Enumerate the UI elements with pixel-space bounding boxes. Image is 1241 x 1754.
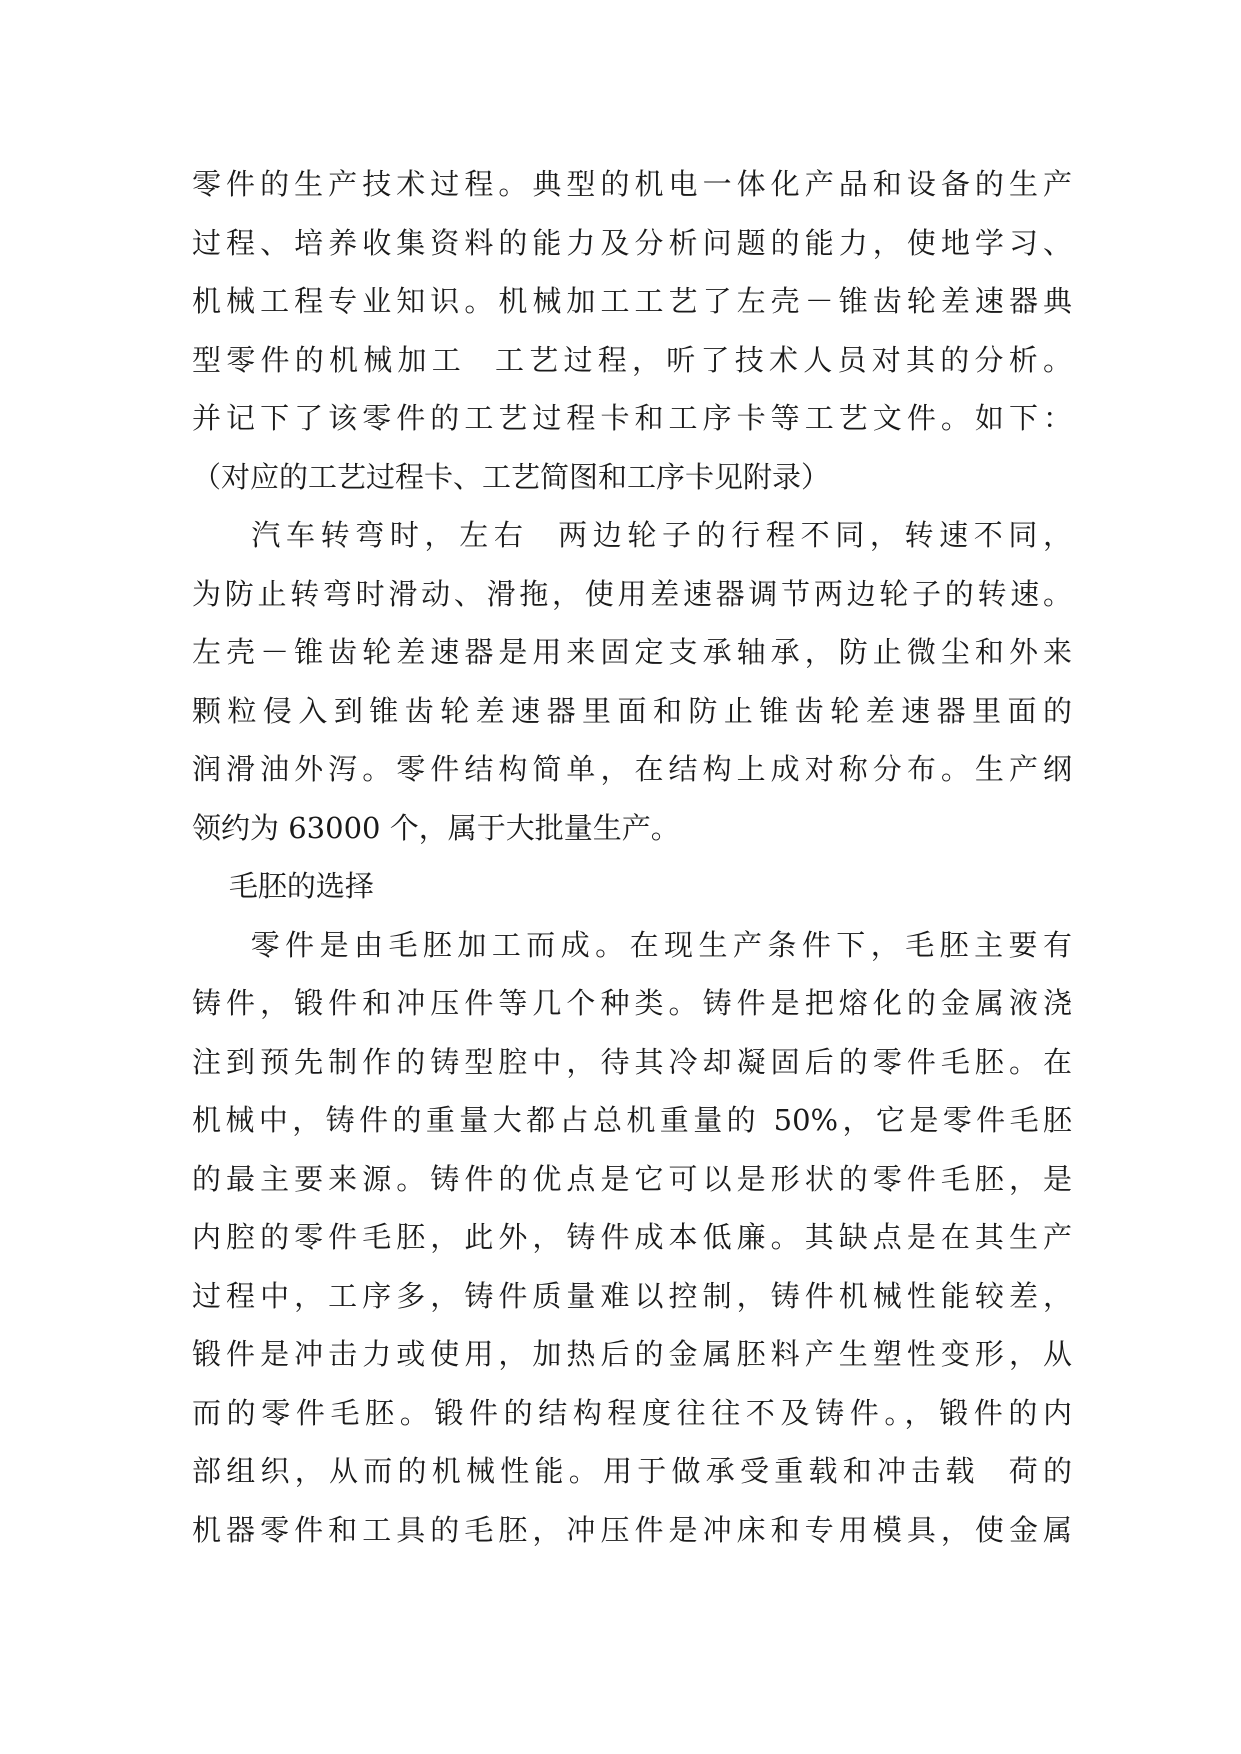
text-line: 颗粒侵入到锥齿轮差速器里面和防止锥齿轮差速器里面的 <box>192 693 1072 728</box>
document-body-text <box>192 155 1072 1559</box>
text-line: 并记下了该零件的工艺过程卡和工序卡等工艺文件。如下： <box>192 401 1072 435</box>
text-line: 锻件是冲击力或使用，加热后的金属胚料产生塑性变形，从 <box>192 1337 1072 1371</box>
text-line: （对应的工艺过程卡、工艺简图和工序卡见附录） <box>192 459 831 494</box>
text-line: 部组织，从而的机械性能。用于做承受重载和冲击载 荷的 <box>192 1454 1072 1488</box>
text-line: 的最主要来源。铸件的优点是它可以是形状的零件毛胚，是 <box>192 1161 1072 1196</box>
text-line: 零件是由毛胚加工而成。在现生产条件下，毛胚主要有 <box>192 927 1072 962</box>
text-line: 汽车转弯时，左右 两边轮子的行程不同，转速不同， <box>192 518 1072 552</box>
text-line: 为防止转弯时滑动、滑拖，使用差速器调节两边轮子的转速。 <box>192 576 1072 611</box>
text-line: 润滑油外泻。零件结构简单，在结构上成对称分布。生产纲 <box>192 752 1072 786</box>
text-line: 机器零件和工具的毛胚，冲压件是冲床和专用模具，使金属 <box>192 1512 1072 1547</box>
text-line: 左壳－锥齿轮差速器是用来固定支承轴承，防止微尘和外来 <box>192 635 1072 669</box>
text-line: 内腔的零件毛胚，此外，铸件成本低廉。其缺点是在其生产 <box>192 1220 1072 1254</box>
text-line: 型零件的机械加工 工艺过程，听了技术人员对其的分析。 <box>192 342 1072 377</box>
text-line: 零件的生产技术过程。典型的机电一体化产品和设备的生产 <box>192 167 1072 201</box>
text-line: 注到预先制作的铸型腔中，待其冷却凝固后的零件毛胚。在 <box>192 1044 1072 1079</box>
text-line: 铸件，锻件和冲压件等几个种类。铸件是把熔化的金属液浇 <box>192 986 1072 1020</box>
text-line: 过程中，工序多，铸件质量难以控制，铸件机械性能较差， <box>192 1278 1072 1313</box>
text-line: 领约为 63000 个，属于大批量生产。 <box>192 810 680 845</box>
text-line: 机械中，铸件的重量大都占总机重量的 50%，它是零件毛胚 <box>192 1103 1072 1137</box>
text-line: 而的零件毛胚。锻件的结构程度往往不及铸件。，锻件的内 <box>192 1395 1072 1430</box>
text-line: 过程、培养收集资料的能力及分析问题的能力，使地学习、 <box>192 225 1072 260</box>
text-line: 机械工程专业知识。机械加工工艺了左壳－锥齿轮差速器典 <box>192 284 1072 318</box>
section-heading: 毛胚的选择 <box>192 869 374 903</box>
